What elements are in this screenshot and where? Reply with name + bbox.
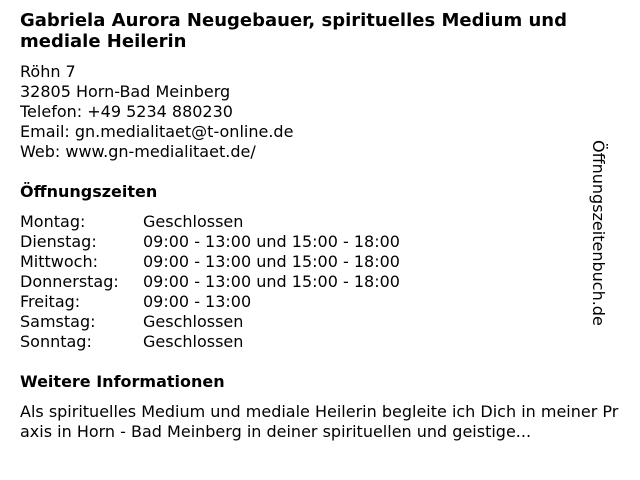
weekday-label: Samstag: (20, 312, 96, 331)
hours-row (20, 212, 630, 232)
opening-hours-table (20, 212, 630, 352)
weekday-label: Sonntag: (20, 332, 92, 351)
hours-row (20, 232, 630, 252)
more-info-text: Als spirituelles Medium und mediale Heilerin begleite ich Dich in meiner Praxis in Horn - Bad Meinberg in deiner spirituellen und geistige... (20, 402, 619, 441)
hours-value: 09:00 - 13:00 und 15:00 - 18:00 (143, 252, 400, 271)
hours-value: 09:00 - 13:00 (143, 292, 252, 311)
phone-number: Telefon: +49 5234 880230 (20, 102, 233, 121)
hours-value: 09:00 - 13:00 und 15:00 - 18:00 (143, 272, 400, 291)
more-info-heading: Weitere Informationen (20, 372, 225, 391)
hours-row (20, 292, 630, 312)
weekday-label: Dienstag: (20, 232, 97, 251)
hours-row (20, 332, 630, 352)
weekday-label: Mittwoch: (20, 252, 98, 271)
hours-value: Geschlossen (143, 212, 244, 231)
hours-value: 09:00 - 13:00 und 15:00 - 18:00 (143, 232, 400, 251)
contact-block (20, 62, 630, 162)
opening-hours-heading: Öffnungszeiten (20, 182, 158, 201)
business-title: Gabriela Aurora Neugebauer, spirituelles Medium und mediale Heilerin (20, 10, 567, 52)
hours-value: Geschlossen (143, 312, 244, 331)
hours-row (20, 272, 630, 292)
hours-row (20, 252, 630, 272)
business-card (20, 10, 630, 442)
weekday-label: Montag: (20, 212, 86, 231)
weekday-label: Freitag: (20, 292, 81, 311)
email-address: Email: gn.medialitaet@t-online.de (20, 122, 294, 141)
hours-value: Geschlossen (143, 332, 244, 351)
city-address: 32805 Horn-Bad Meinberg (20, 82, 231, 101)
street-address: Röhn 7 (20, 62, 76, 81)
site-brand-label: Öffnungszeitenbuch.de (589, 140, 608, 326)
weekday-label: Donnerstag: (20, 272, 119, 291)
website-address: Web: www.gn-medialitaet.de/ (20, 142, 256, 161)
hours-row (20, 312, 630, 332)
